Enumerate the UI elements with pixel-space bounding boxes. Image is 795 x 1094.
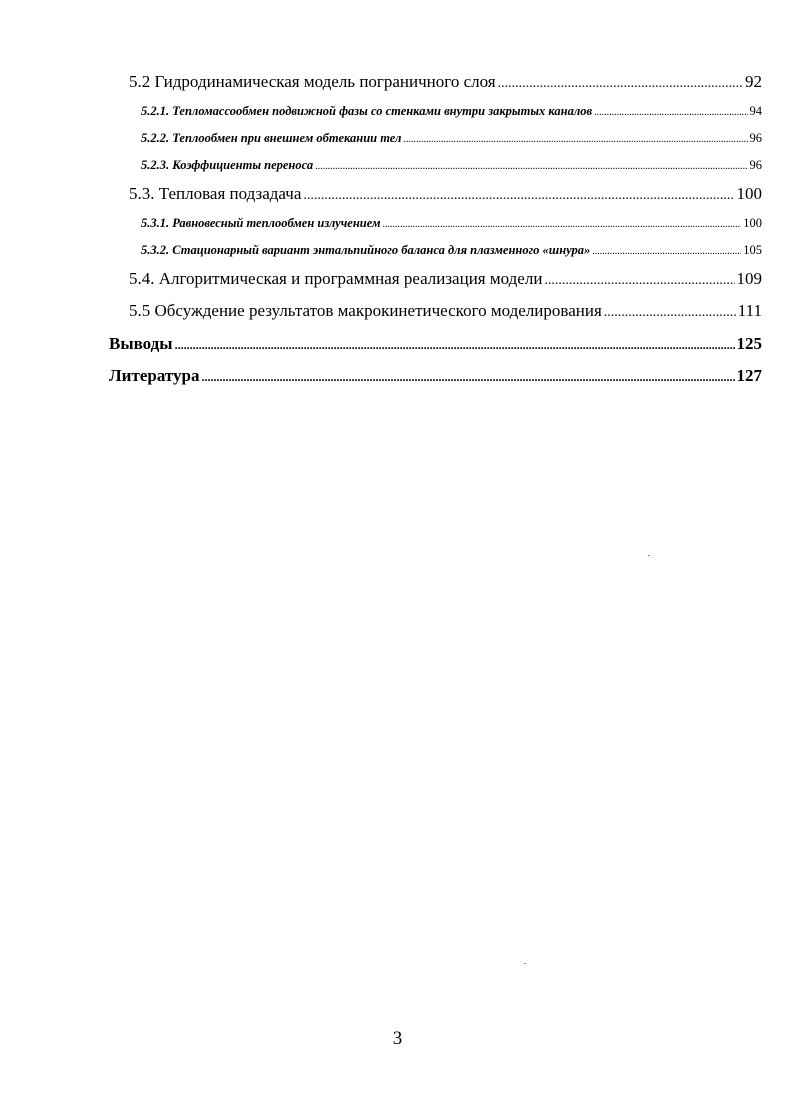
toc-entry-page: 92 [745, 72, 762, 91]
toc-entry-page: 100 [736, 184, 762, 203]
toc-entry-title: 5.3.1. Равновесный теплообмен излучением [141, 216, 381, 230]
toc-entry-page: 96 [749, 158, 762, 172]
toc-entry-title: 5.2.3. Коэффициенты переноса [141, 158, 314, 172]
page-number: 3 [392, 1028, 403, 1049]
toc-leader-dots [303, 188, 734, 204]
toc-leader-dots [594, 107, 747, 118]
toc-entry-page: 100 [743, 216, 762, 230]
toc-leader-dots [592, 246, 741, 257]
toc-leader-dots [498, 76, 743, 92]
scan-speck [524, 963, 526, 964]
toc-leader-dots [403, 134, 747, 145]
toc-leader-dots [604, 305, 736, 321]
toc-entry-title: 5.4. Алгоритмическая и программная реализация модели [129, 269, 543, 288]
toc-entry-page: 94 [749, 104, 762, 118]
toc-entry-5-3 [129, 184, 762, 204]
toc-entry-title: 5.3.2. Стационарный вариант энтальпийного баланса для плазменного «шнура» [141, 243, 591, 257]
toc-leader-dots [544, 273, 734, 289]
toc-entry-title: Выводы [109, 334, 173, 353]
toc-entry-title: Литература [109, 366, 200, 385]
toc-entry-title: 5.2 Гидродинамическая модель пограничного слоя [129, 72, 496, 91]
toc-entry-title: 5.2.2. Теплообмен при внешнем обтекании тел [141, 131, 402, 145]
toc-entry-literature [109, 366, 762, 386]
toc-entry-page: 127 [736, 366, 762, 385]
toc-entry-title: 5.5 Обсуждение результатов макрокинетического моделирования [129, 301, 602, 320]
toc-entry-page: 111 [737, 301, 762, 320]
toc-leader-dots [315, 161, 747, 172]
toc-leader-dots [201, 370, 734, 385]
toc-entry-conclusions [109, 334, 762, 354]
toc-entry-page: 105 [743, 243, 762, 257]
toc-entry-title: 5.3. Тепловая подзадача [129, 184, 302, 203]
toc-entry-5-2-2 [141, 131, 762, 146]
toc-entry-5-2-1 [141, 104, 762, 119]
scan-speck [648, 555, 650, 556]
toc-entry-page: 96 [749, 131, 762, 145]
toc-leader-dots [383, 219, 742, 230]
toc-entry-5-5 [129, 301, 762, 321]
toc-entry-5-4 [129, 269, 762, 289]
toc-entry-5-3-1 [141, 216, 762, 231]
toc-leader-dots [175, 338, 735, 353]
toc-entry-5-2-3 [141, 158, 762, 173]
toc-entry-title: 5.2.1. Тепломассообмен подвижной фазы со стенками внутри закрытых каналов [141, 104, 593, 118]
toc-entry-page: 125 [736, 334, 762, 353]
toc-entry-5-3-2 [141, 243, 762, 258]
toc-entry-page: 109 [736, 269, 762, 288]
toc-entry-5-2 [129, 72, 762, 92]
